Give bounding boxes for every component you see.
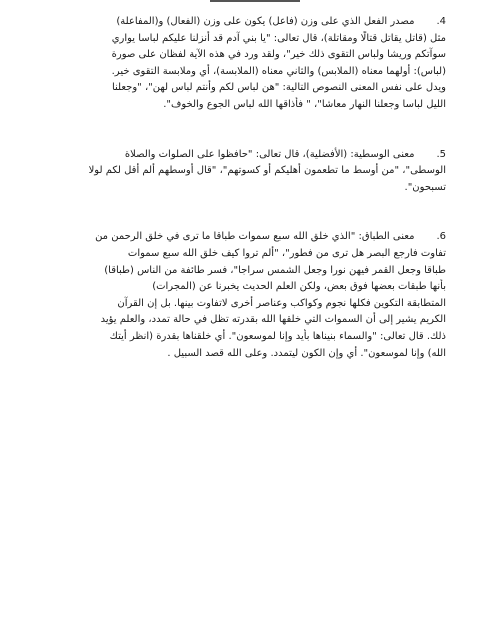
paragraph-4 [46, 14, 446, 114]
paragraph-5 [46, 147, 446, 197]
paragraph-line: (لباس): أولهما معناه (الملابس) والثاني معناه (الملابسة)، أي وملابسة التقوى خير. [111, 65, 446, 77]
header-rule [210, 0, 300, 2]
paragraph-line: طباقا وجعل القمر فيهن نورا وجعل الشمس سراجا"، فسر طائفة من الناس (طباقا) [104, 264, 446, 276]
paragraph-line: 5.معنى الوسطية: (الأفضلية)، قال تعالى: "حافظوا على الصلوات والصلاة [124, 148, 446, 160]
paragraph-line: الوسطى"، "من أوسط ما تطعمون أهليكم أو كسوتهم"، "قال أوسطهم ألم أقل لكم لولا [88, 165, 446, 177]
paragraph-line: الكريم يشير إلى أن السموات التي خلقها الله بقدرته تظل في حالة تمدد، والعلم يؤيد [100, 314, 446, 326]
paragraph-line: ذلك. قال تعالى: "والسماء بنيناها بأيد وإنا لموسعون". أي خلقناها بقدرة (انظر أيتك [109, 330, 446, 342]
document-body [46, 14, 446, 395]
paragraph-6 [46, 229, 446, 362]
paragraph-line: تسبحون". [404, 181, 446, 193]
paragraph-line: سوآتكم وريشا ولباس التقوى ذلك خير"، ولقد ورد في هذه الآية لفظان على صورة [111, 49, 446, 61]
paragraph-line: مثل (قاتل يقاتل قتالًا ومقاتلة)، قال تعالى: "يا بني آدم قد أنزلنا عليكم لباسا يواري [111, 32, 446, 44]
paragraph-number: 4. [436, 16, 446, 27]
paragraph-line: بأنها طبقات بعضها فوق بعض، ولكن العلم الحديث يخبرنا عن (المجرات) [152, 281, 446, 293]
paragraph-line: 4.مصدر الفعل الذي على وزن (فاعل) يكون على وزن (الفعال) و(المفاعلة) [116, 16, 446, 27]
paragraph-line: تفاوت فارجع البصر هل ترى من فطور"، "ألم تروا كيف خلق الله سبع سموات [127, 247, 446, 259]
paragraph-line: المتطابقة التكوين فكلها نجوم وكواكب وعناصر أخرى لاتفاوت بينها. بل إن القرآن [117, 297, 446, 309]
paragraph-line: ويدل على نفس المعنى النصوص التالية: "هن لباس لكم وأنتم لباس لهن"، "وجعلنا [111, 82, 446, 94]
paragraph-number: 5. [436, 148, 446, 160]
paragraph-line: الليل لباسا وجعلنا النهار معاشا"، " فأذاقها الله لباس الجوع والخوف". [163, 98, 446, 110]
paragraph-line: 6.معنى الطباق: "الذي خلق الله سبع سموات طباقا ما ترى في خلق الرحمن من [95, 231, 446, 243]
paragraph-number: 6. [436, 231, 446, 243]
paragraph-line: الله) وإنا لموسعون". أي وإن الكون ليتمدد. وعلى الله قصد السبيل . [167, 347, 446, 359]
